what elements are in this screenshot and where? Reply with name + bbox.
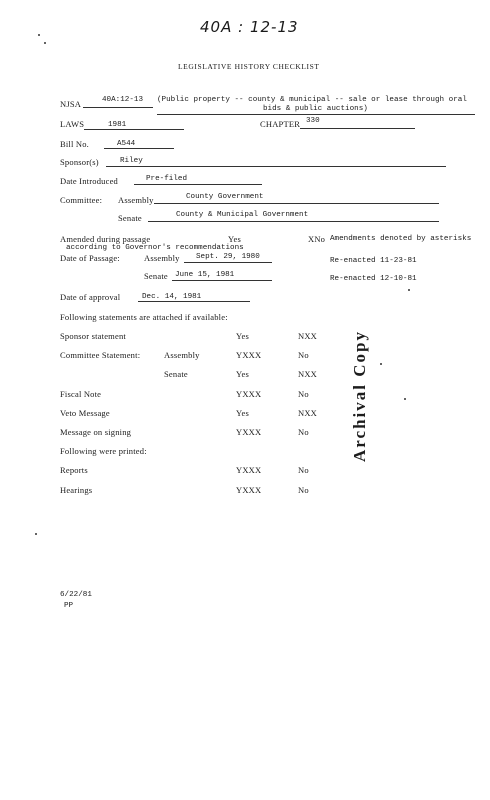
committee-statement-assembly-label: Assembly [164,350,200,360]
committee-statement-assembly-yes: YXXX [236,350,262,360]
scan-speck [35,533,37,535]
chapter-underline [300,128,415,129]
committee-statement-label: Committee Statement: [60,350,141,360]
amended-sub-note: according to Governor's recommendations [66,244,244,252]
sponsor-statement-no: NXX [298,331,318,341]
approval-label: Date of approval [60,292,121,302]
introduced-value: Pre-filed [146,175,188,183]
footer-initials: PP [64,602,74,610]
passage-assembly-label: Assembly [144,253,180,263]
njsa-value: 40A:12-13 [102,96,144,104]
reenacted-first: Re-enacted 11-23-81 [330,257,417,265]
committee-statement-senate-no: NXX [298,369,318,379]
hearings-label: Hearings [60,485,93,495]
message-on-signing-no: No [298,427,309,437]
scan-speck [38,34,40,36]
sponsor-statement-yes: Yes [236,331,249,341]
fiscal-note-no: No [298,389,309,399]
fiscal-note-yes: YXXX [236,389,262,399]
veto-message-no: NXX [298,408,318,418]
amended-label: Amended during passage [60,234,151,244]
stamp-text: Archival Copy [349,330,369,462]
njsa-description-line2: bids & public auctions) [263,105,368,113]
approval-underline [138,301,250,302]
committee-statement-senate-label: Senate [164,369,188,379]
hearings-no: No [298,485,309,495]
committee-assembly-label: Assembly [118,195,154,205]
message-on-signing-yes: YXXX [236,427,262,437]
passage-senate-underline [172,280,272,281]
passage-label: Date of Passage: [60,253,120,263]
njsa-description-line1: (Public property -- county & municipal -- sale or lease through oral [157,96,467,104]
njsa-label: NJSA [60,99,82,109]
approval-value: Dec. 14, 1981 [142,293,202,301]
passage-assembly-underline [184,262,272,263]
sponsor-statement-label: Sponsor statement [60,331,126,341]
introduced-underline [134,184,262,185]
hearings-yes: YXXX [236,485,262,495]
page-title: LEGISLATIVE HISTORY CHECKLIST [178,62,320,71]
scan-speck [408,289,410,291]
scan-speck [380,363,382,365]
message-on-signing-label: Message on signing [60,427,132,437]
committee-statement-assembly-no: No [298,350,309,360]
committee-assembly-value: County Government [186,193,264,201]
footer-date: 6/22/81 [60,591,92,599]
following-attached-heading: Following statements are attached if available: [60,312,228,322]
sponsor-value: Riley [120,157,143,165]
njsa-underline [83,107,153,108]
amended-yes: Yes [228,234,241,244]
handwritten-reference: 40A : 12-13 [200,18,299,36]
committee-senate-label: Senate [118,213,142,223]
scan-speck [44,42,46,44]
committee-senate-underline [148,221,439,222]
laws-label: LAWS [60,119,85,129]
bill-underline [104,148,174,149]
committee-statement-senate-yes: Yes [236,369,249,379]
amended-note: Amendments denoted by asterisks [330,235,472,243]
bill-label: Bill No. [60,139,89,149]
archival-stamp-image [348,285,374,507]
amended-no-struck: XNo [308,234,326,244]
chapter-label: CHAPTER [260,119,301,129]
veto-message-yes: Yes [236,408,249,418]
committee-assembly-underline [154,203,439,204]
chapter-value: 330 [306,117,320,125]
laws-value: 1981 [108,121,127,129]
sponsor-underline [106,166,446,167]
following-printed-heading: Following were printed: [60,446,147,456]
introduced-label: Date Introduced [60,176,118,186]
passage-assembly-value: Sept. 29, 1980 [196,253,260,261]
passage-senate-label: Senate [144,271,168,281]
fiscal-note-label: Fiscal Note [60,389,102,399]
reports-no: No [298,465,309,475]
veto-message-label: Veto Message [60,408,110,418]
njsa-desc-underline [157,114,475,115]
reenacted-second: Re-enacted 12-10-81 [330,275,417,283]
committee-label: Committee: [60,195,103,205]
reports-yes: YXXX [236,465,262,475]
bill-value: A544 [117,140,136,148]
sponsor-label: Sponsor(s) [60,157,99,167]
passage-senate-value: June 15, 1981 [175,271,235,279]
reports-label: Reports [60,465,88,475]
scan-speck [404,398,406,400]
laws-underline [84,129,184,130]
committee-senate-value: County & Municipal Government [176,211,309,219]
